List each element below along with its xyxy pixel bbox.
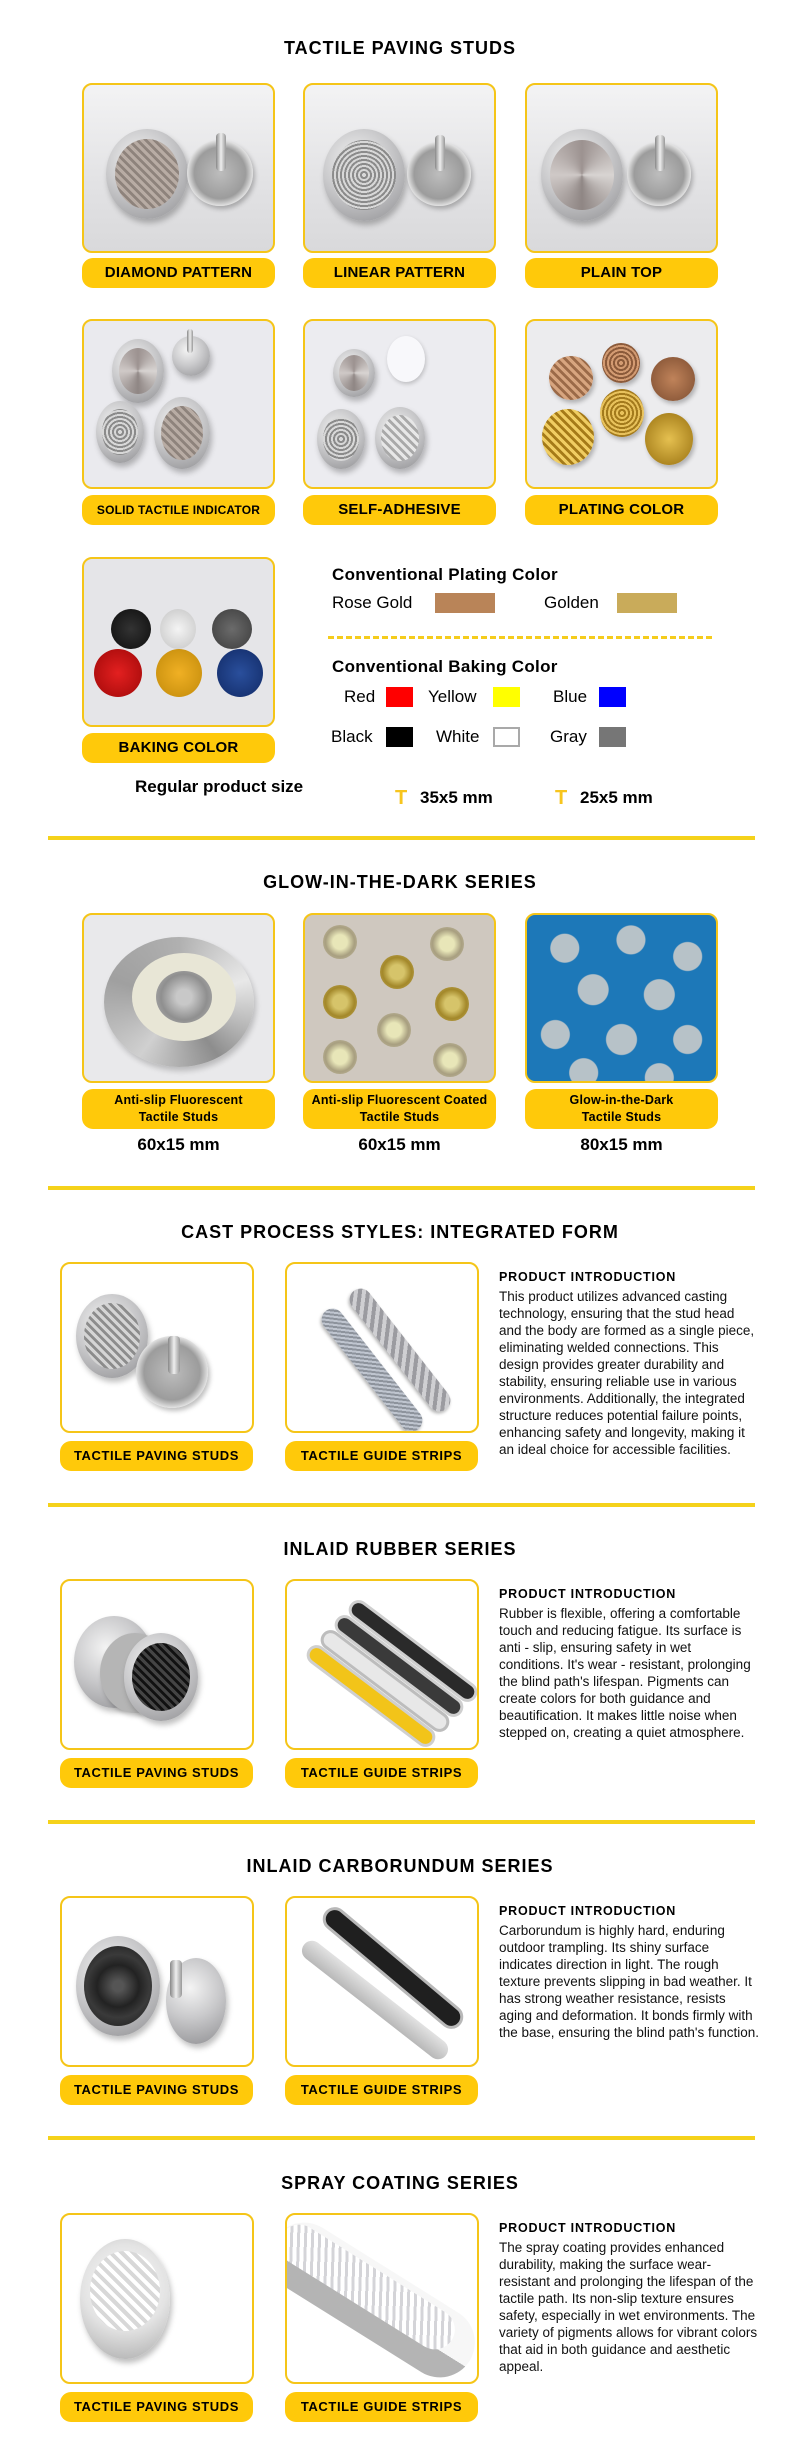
product-introduction <box>499 1269 759 1458</box>
section-title-series: INLAID RUBBER SERIES <box>283 1539 517 1559</box>
tactile-guide-strips-label[interactable]: TACTILE GUIDE STRIPS <box>285 1758 478 1788</box>
swatch-gray <box>599 727 626 747</box>
anti-slip-fluorescent-image <box>82 913 275 1083</box>
swatch-red <box>386 687 413 707</box>
label-line: Tactile Studs <box>359 1110 440 1124</box>
solid-tactile-indicator-image <box>82 319 275 489</box>
self-adhesive-stud-image <box>303 319 496 489</box>
section-divider <box>48 1503 755 1507</box>
intro-text: Rubber is flexible, offering a comfortable touch and reducing fatigue. Its surface is anti - slip, ensuring safety in wet conditions. It's wear - resistant, prolonging the blind path's lifespan. Pigments can create colors for both guidance and beautification. It makes little noise when stepped on, creating a quiet atmosphere. <box>499 1606 751 1740</box>
intro-text: This product utilizes advanced casting technology, ensuring that the stud head and the body are formed as a single piece, eliminating welded connections. This design provides greater durability and stability, ensuring reliable use in various environments. Additionally, the integrated structure reduces potential failure points, enhancing safety and longevity, making it an ideal choice for accessible facilities. <box>499 1289 755 1457</box>
label-line: Anti-slip Fluorescent <box>114 1093 243 1107</box>
tactile-paving-studs-label[interactable]: TACTILE PAVING STUDS <box>60 1441 253 1471</box>
tactile-guide-strips-label[interactable]: TACTILE GUIDE STRIPS <box>285 2075 478 2105</box>
glow-in-the-dark-image <box>525 913 718 1083</box>
card-label <box>303 1089 496 1129</box>
size-25x5: 25x5 mm <box>580 788 653 807</box>
product-introduction <box>499 1903 759 2041</box>
card-label: SELF-ADHESIVE <box>303 495 496 525</box>
tactile-paving-studs-image[interactable] <box>60 1262 254 1433</box>
product-introduction <box>499 1586 759 1741</box>
baking-color-studs-image <box>82 557 275 727</box>
section-divider <box>48 1186 755 1190</box>
intro-heading: PRODUCT INTRODUCTION <box>499 2221 677 2235</box>
swatch-white <box>493 727 520 747</box>
label-line: Tactile Studs <box>138 1110 219 1124</box>
tactile-paving-studs-label[interactable]: TACTILE PAVING STUDS <box>60 2392 253 2422</box>
diamond-pattern-stud-image <box>82 83 275 253</box>
tactile-guide-strips-image[interactable] <box>285 1579 479 1750</box>
anti-slip-fluorescent-coated-image <box>303 913 496 1083</box>
tactile-guide-strips-image[interactable] <box>285 1262 479 1433</box>
tactile-paving-studs-image[interactable] <box>60 1579 254 1750</box>
section-divider <box>48 2136 755 2140</box>
color-name-red: Red <box>344 687 376 706</box>
plating-color-heading: Conventional Plating Color <box>332 565 558 584</box>
card-label: DIAMOND PATTERN <box>82 258 275 288</box>
tactile-paving-studs-image[interactable] <box>60 2213 254 2384</box>
product-size: 80x15 mm <box>580 1135 663 1154</box>
product-size: 60x15 mm <box>137 1135 220 1154</box>
section-title-series: SPRAY COATING SERIES <box>281 2173 519 2193</box>
color-name-rose-gold: Rose Gold <box>332 593 413 612</box>
card-label: SOLID TACTILE INDICATOR <box>82 495 275 525</box>
section-divider <box>48 836 755 840</box>
product-size: 60x15 mm <box>358 1135 441 1154</box>
color-name-gray: Gray <box>550 727 587 746</box>
tactile-guide-strips-image[interactable] <box>285 1896 479 2067</box>
product-introduction <box>499 2220 759 2375</box>
intro-heading: PRODUCT INTRODUCTION <box>499 1904 677 1918</box>
card-label <box>525 1089 718 1129</box>
section-title-series: INLAID CARBORUNDUM SERIES <box>246 1856 554 1876</box>
swatch-rose-gold <box>435 593 495 613</box>
color-name-golden: Golden <box>544 593 599 612</box>
tactile-guide-strips-image[interactable] <box>285 2213 479 2384</box>
card-label <box>82 1089 275 1129</box>
card-label: PLATING COLOR <box>525 495 718 525</box>
size-35x5: 35x5 mm <box>420 788 493 807</box>
card-label: LINEAR PATTERN <box>303 258 496 288</box>
color-name-blue: Blue <box>553 687 588 706</box>
adhesive-foam-pad <box>387 336 425 382</box>
intro-heading: PRODUCT INTRODUCTION <box>499 1270 677 1284</box>
tactile-paving-studs-image[interactable] <box>60 1896 254 2067</box>
intro-text: Carborundum is highly hard, enduring outdoor trampling. Its shiny surface indicates direction in light. The rough texture prevents slipping in bad weather. It has strong weather resistance, resists aging and deformation. It bonds firmly with the base, ensuring the blind path's function. <box>499 1923 760 2040</box>
plating-color-studs-image <box>525 319 718 489</box>
color-name-black: Black <box>331 727 373 746</box>
baking-color-heading: Conventional Baking Color <box>332 657 558 676</box>
section-title-series: CAST PROCESS STYLES: INTEGRATED FORM <box>181 1222 619 1242</box>
plain-top-stud-image <box>525 83 718 253</box>
regular-size-label: Regular product size <box>135 777 304 796</box>
swatch-yellow <box>493 687 520 707</box>
label-line: Anti-slip Fluorescent Coated <box>311 1093 488 1107</box>
swatch-blue <box>599 687 626 707</box>
card-label: BAKING COLOR <box>82 733 275 763</box>
section-divider <box>48 1820 755 1824</box>
swatch-black <box>386 727 413 747</box>
linear-pattern-stud-image <box>303 83 496 253</box>
t-size-icon: T <box>395 787 408 809</box>
tactile-guide-strips-label[interactable]: TACTILE GUIDE STRIPS <box>285 2392 478 2422</box>
intro-heading: PRODUCT INTRODUCTION <box>499 1587 677 1601</box>
label-line: Tactile Studs <box>581 1110 662 1124</box>
intro-text: The spray coating provides enhanced durability, making the surface wear-resistant and prolonging the lifespan of the tactile path. Its non-slip texture ensures safety, especially in wet environments. The variety of pigments allows for vibrant colors that aid in both guidance and aesthetic appeal. <box>499 2240 758 2374</box>
section-title-glow: GLOW-IN-THE-DARK SERIES <box>263 872 537 892</box>
swatch-golden <box>617 593 677 613</box>
card-label: PLAIN TOP <box>525 258 718 288</box>
tactile-paving-studs-label[interactable]: TACTILE PAVING STUDS <box>60 2075 253 2105</box>
tactile-guide-strips-label[interactable]: TACTILE GUIDE STRIPS <box>285 1441 478 1471</box>
label-line: Glow-in-the-Dark <box>569 1093 674 1107</box>
tactile-paving-studs-label[interactable]: TACTILE PAVING STUDS <box>60 1758 253 1788</box>
color-name-yellow: Yellow <box>428 687 477 706</box>
t-size-icon: T <box>555 787 568 809</box>
dashed-separator <box>328 636 712 639</box>
section-title-tactile-paving-studs: TACTILE PAVING STUDS <box>283 38 516 58</box>
color-name-white: White <box>436 727 480 746</box>
